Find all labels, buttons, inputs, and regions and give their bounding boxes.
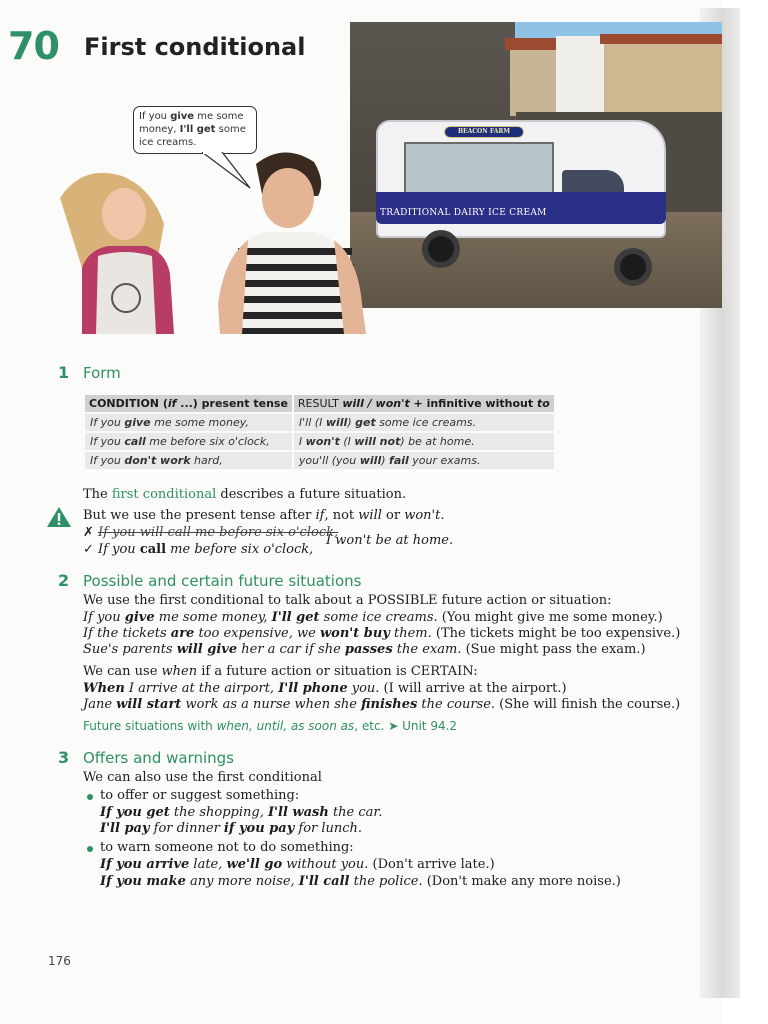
building-white [556,36,604,116]
table-row [85,433,554,450]
building [604,40,722,116]
van-wheel [614,248,652,286]
form-table [83,393,556,471]
example-line: If you arrive late, we'll go without you. (Don't arrive late.) [100,857,495,872]
table-cell: If you give me some money, [85,414,292,431]
example-line: I'll pay for dinner if you pay for lunch. [100,821,363,836]
table-cell: If you don't work hard, [85,452,292,469]
van-side-text: TRADITIONAL DAIRY ICE CREAM [380,208,547,218]
warning-icon [46,506,72,528]
table-row [85,452,554,469]
section-1-number: 1 [58,363,70,382]
unit-number: 70 [8,24,59,68]
speech-bubble-tail [200,152,256,192]
wrong-example: ✗ If you will call me before six o'clock, [83,525,339,540]
check-icon: ✓ [83,542,94,557]
example-line: If you get the shopping, I'll wash the car. [100,805,383,820]
table-header-result: RESULT will / won't + infinitive without to [294,395,554,412]
bullet-warn: to warn someone not to do something: [100,840,354,855]
example-line: If you make any more noise, I'll call the police. (Don't make any more noise.) [100,874,621,889]
table-cell: I won't (I will not) be at home. [294,433,554,450]
table-header-condition: CONDITION (if ...) present tense [85,395,292,412]
cross-icon: ✗ [83,525,94,540]
example-line: When I arrive at the airport, I'll phone you. (I will arrive at the airport.) [83,681,567,696]
section-3-title: Offers and warnings [83,749,234,767]
bullet-icon [87,794,93,800]
van-wheel [422,230,460,268]
correct-example: ✓ If you call me before six o'clock, [83,542,314,557]
section-2-title: Possible and certain future situations [83,572,362,590]
first-conditional-link: first conditional [111,487,217,502]
girl-figure [60,173,174,334]
example-line: Jane will start work as a nurse when she finishes the course. (She will finish the course.) [83,697,681,712]
table-cell: you'll (you will) fail your exams. [294,452,554,469]
page-number: 176 [48,954,71,968]
example-line: If the tickets are too expensive, we won't buy them. (The tickets might be too expensive.) [83,626,681,641]
table-row [85,414,554,431]
warning-text: But we use the present tense after if, not will or won't. [83,508,445,523]
section-1-title: Form [83,364,121,382]
section-2-intro: We use the first conditional to talk about a POSSIBLE future action or situation: [83,593,612,608]
arrow-right-icon: ➤ [388,719,399,733]
unit-title: First conditional [84,33,306,61]
bullet-icon [87,846,93,852]
table-cell: If you call me before six o'clock, [85,433,292,450]
table-header-row [85,395,554,412]
section-2-number: 2 [58,571,70,590]
table-cell: I'll (I will) get some ice creams. [294,414,554,431]
example-line: If you give me some money, I'll get some ice creams. (You might give me some money.) [83,610,663,625]
form-description: The first conditional describes a future situation. [83,487,407,502]
bullet-offer: to offer or suggest something: [100,788,300,803]
roof [600,34,722,44]
certain-intro: We can use when if a future action or situation is CERTAIN: [83,664,478,679]
van-sign: BEACON FARM [444,126,524,138]
section-3-number: 3 [58,748,70,767]
result-example: I won't be at home. [326,533,454,548]
speech-bubble: If you give me some money, I'll get some ice creams. [133,106,257,154]
section-3-intro: We can also use the first conditional [83,770,322,785]
example-line: Sue's parents will give her a car if she passes the exam. (Sue might pass the exam.) [83,642,646,657]
unit-cross-reference-link[interactable]: Future situations with when, until, as soon as, etc. ➤ Unit 94.2 [83,719,458,733]
